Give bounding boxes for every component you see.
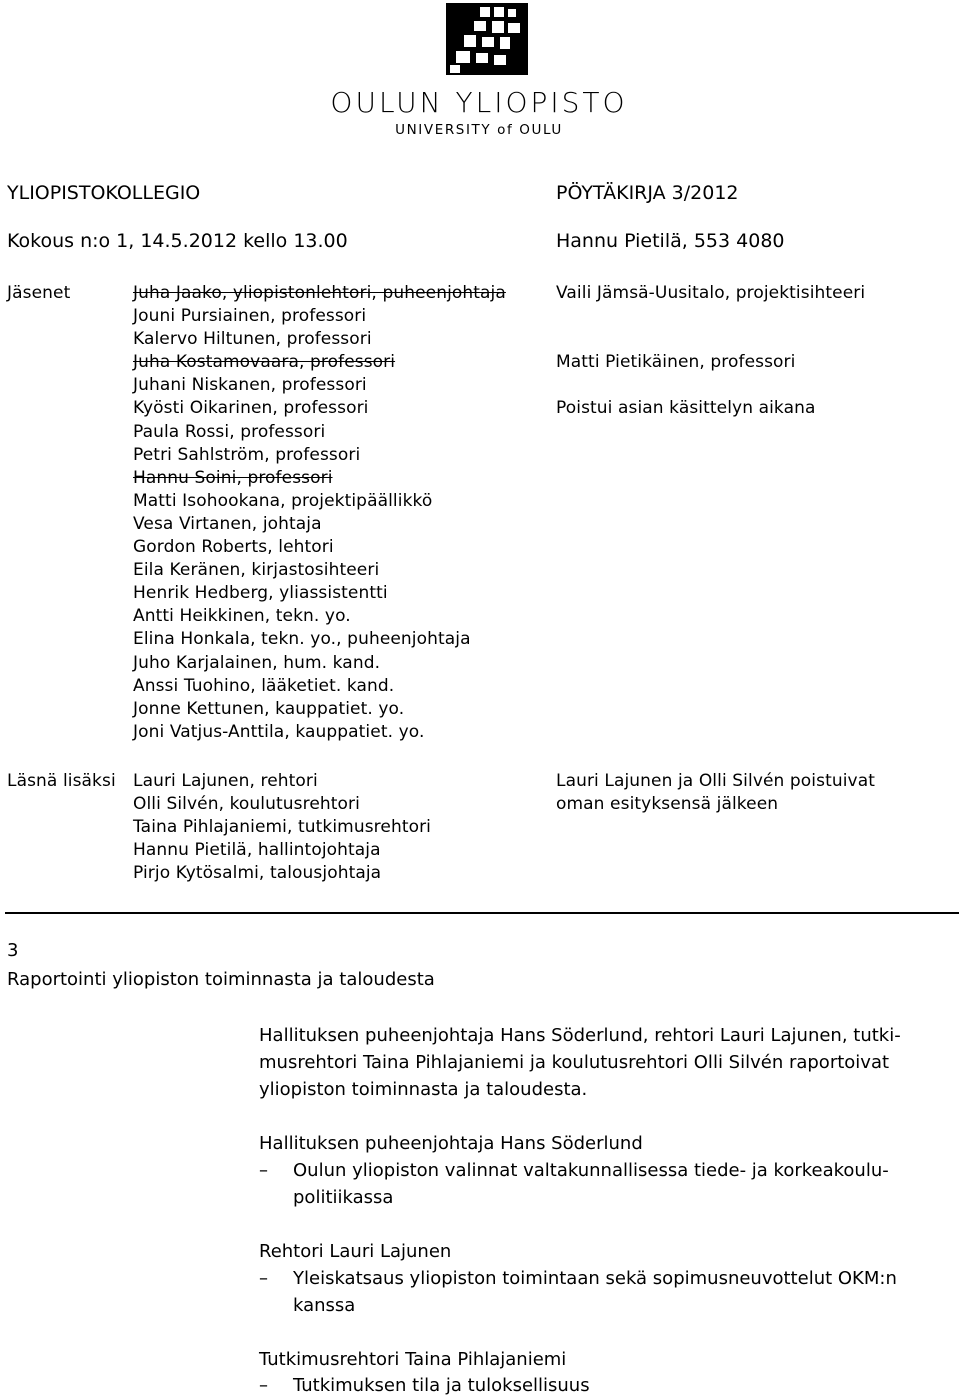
item-intro <box>259 1022 934 1103</box>
section-speaker: Rehtori Lauri Lajunen <box>259 1241 452 1262</box>
member-item: Paula Rossi, professori <box>133 421 326 442</box>
bullet-line: politiikassa <box>293 1187 394 1208</box>
member-item: Juhani Niskanen, professori <box>133 375 367 396</box>
present-item: Olli Silvén, koulutusrehtori <box>133 794 360 815</box>
member-item: Hannu Soini, professori <box>133 467 333 488</box>
bullet-line: Yleiskatsaus yliopiston toimintaan sekä sopimusneuvottelut OKM:n <box>293 1268 897 1289</box>
section-bullet <box>259 1372 939 1399</box>
member-item: Vesa Virtanen, johtaja <box>133 513 322 534</box>
body-name: YLIOPISTOKOLLEGIO <box>7 182 201 204</box>
present-item: Lauri Lajunen, rehtori <box>133 771 318 791</box>
contact-info: Hannu Pietilä, 553 4080 <box>556 230 785 252</box>
members-list <box>133 282 506 744</box>
item-title: Raportointi yliopiston toiminnasta ja taloudesta <box>7 969 435 990</box>
substitute-note: Vaili Jämsä-Uusitalo, projektisihteeri <box>556 283 866 303</box>
member-item: Juha Jaako, yliopistonlehtori, puheenjohtaja <box>133 283 506 303</box>
document-type: PÖYTÄKIRJA 3/2012 <box>556 182 739 204</box>
section-speaker: Tutkimusrehtori Taina Pihlajaniemi <box>259 1349 567 1370</box>
university-name: OULUN YLIOPISTO <box>330 86 628 119</box>
substitute-note-2: Matti Pietikäinen, professori <box>556 352 796 372</box>
present-label: Läsnä lisäksi <box>7 771 116 791</box>
present-note-line2: oman esityksensä jälkeen <box>556 794 779 814</box>
present-item: Taina Pihlajaniemi, tutkimusrehtori <box>133 817 432 838</box>
item-number: 3 <box>7 940 19 961</box>
member-item: Anssi Tuohino, lääketiet. kand. <box>133 675 395 696</box>
member-item: Juha Kostamovaara, professori <box>133 352 396 373</box>
section-speaker: Hallituksen puheenjohtaja Hans Söderlund <box>259 1133 643 1154</box>
bullet-line: Tutkimuksen tila ja tuloksellisuus <box>293 1375 590 1396</box>
member-item: Eila Keränen, kirjastosihteeri <box>133 560 380 581</box>
member-item: Matti Isohookana, projektipäällikkö <box>133 490 433 511</box>
section-bullet <box>259 1265 939 1319</box>
member-item: Joni Vatjus-Anttila, kauppatiet. yo. <box>133 721 425 742</box>
section-bullet <box>259 1157 939 1211</box>
member-item: Jouni Pursiainen, professori <box>133 306 367 327</box>
member-item: Jonne Kettunen, kauppatiet. yo. <box>133 698 405 719</box>
divider <box>5 912 959 914</box>
dash-icon: – <box>259 1375 268 1396</box>
member-item: Antti Heikkinen, tekn. yo. <box>133 606 351 627</box>
intro-line: musrehtori Taina Pihlajaniemi ja koulutusrehtori Olli Silvén raportoivat <box>259 1052 890 1073</box>
university-subname: UNIVERSITY of OULU <box>395 122 563 138</box>
present-item: Hannu Pietilä, hallintojohtaja <box>133 840 381 861</box>
present-list <box>133 770 431 885</box>
member-item: Elina Honkala, tekn. yo., puheenjohtaja <box>133 629 471 650</box>
member-item: Henrik Hedberg, yliassistentti <box>133 583 388 604</box>
present-note-line1: Lauri Lajunen ja Olli Silvén poistuivat <box>556 771 875 791</box>
bullet-line: Oulun yliopiston valinnat valtakunnallisessa tiede- ja korkeakoulu- <box>293 1160 889 1181</box>
member-item: Kyösti Oikarinen, professori <box>133 398 369 419</box>
present-item: Pirjo Kytösalmi, talousjohtaja <box>133 863 382 884</box>
member-item: Petri Sahlström, professori <box>133 444 361 465</box>
left-meeting-note: Poistui asian käsittelyn aikana <box>556 398 816 418</box>
university-logo-icon <box>446 3 528 75</box>
dash-icon: – <box>259 1160 268 1181</box>
bullet-line: kanssa <box>293 1295 356 1316</box>
members-label: Jäsenet <box>7 283 71 303</box>
member-item: Gordon Roberts, lehtori <box>133 537 334 558</box>
dash-icon: – <box>259 1268 268 1289</box>
intro-line: Hallituksen puheenjohtaja Hans Söderlund, rehtori Lauri Lajunen, tutki- <box>259 1025 901 1046</box>
intro-line: yliopiston toiminnasta ja taloudesta. <box>259 1079 588 1100</box>
meeting-info: Kokous n:o 1, 14.5.2012 kello 13.00 <box>7 230 348 252</box>
member-item: Kalervo Hiltunen, professori <box>133 329 372 350</box>
member-item: Juho Karjalainen, hum. kand. <box>133 652 381 673</box>
